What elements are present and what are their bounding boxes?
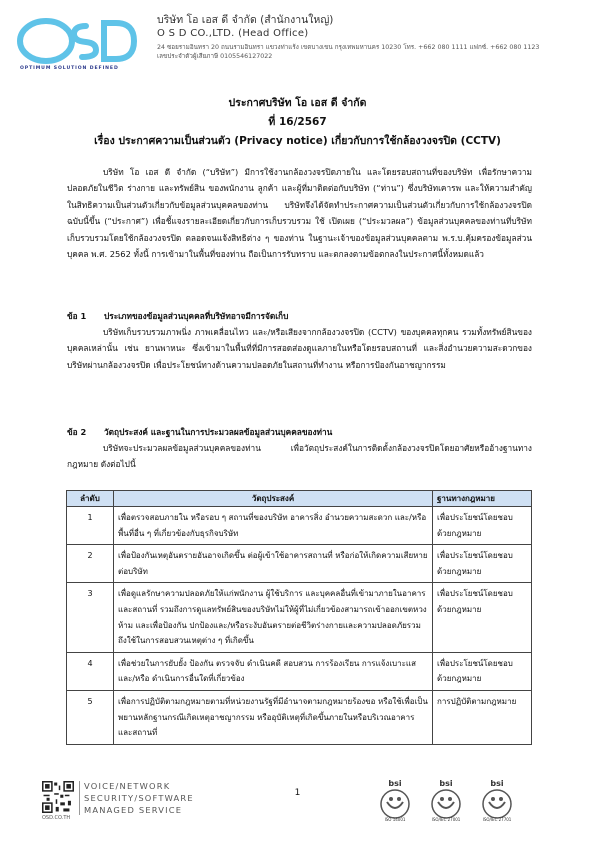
header-legal-basis: ฐานทางกฎหมาย — [433, 491, 532, 507]
section-2-number: ข้อ 2 — [67, 427, 87, 437]
cert-standard: ISO/IEC 27001 — [431, 817, 461, 822]
row-number: 2 — [67, 545, 114, 583]
table-row — [67, 690, 532, 744]
section-2-body — [67, 440, 532, 473]
cert-brand: bsi — [439, 779, 453, 788]
row-purpose: เพื่อการปฏิบัติตามกฎหมายตามที่หน่วยงานรัฐที่มีอำนาจตามกฎหมายร้องขอ หรือใช้เพื่อเป็นพยานหลักฐานกรณีเกิดเหตุอาชญากรรม หรืออุบัติเหตุที่เกิดขึ้นภายในหรือบริเวณอาคารและสถานที่ — [114, 690, 433, 744]
cert-standard: ISO 14001 — [384, 817, 406, 822]
company-info — [157, 13, 587, 61]
section-1-title: ประเภทของข้อมูลส่วนบุคคลที่บริษัทอาจมีการจัดเก็บ — [104, 311, 289, 321]
table-row — [67, 507, 532, 545]
row-purpose: เพื่อดูแลรักษาความปลอดภัยให้แก่พนักงาน ผู้ใช้บริการ และบุคคลอื่นที่เข้ามาภายในอาคารและสถานที่ รวมถึงการดูแลทรัพย์สินของบริษัทไม่ให้ผู้ที่ไม่เกี่ยวข้องสามารถเข้าออกเขตหวงห้าม และเพื่อป้องกัน ปกป้องและ/หรือระงับอันตรายต่อชีวิตร่างกายและความปลอดภัยรวมถึงใช้ในการสอบสวนเหตุต่าง ๆ ที่เกิดขึ้น — [114, 583, 433, 652]
cert-brand: bsi — [388, 779, 402, 788]
section-2-title: วัตถุประสงค์ และฐานในการประมวลผลข้อมูลส่วนบุคคลของท่าน — [104, 427, 333, 437]
row-purpose: เพื่อช่วยในการยับยั้ง ป้องกัน ตรวจจับ ดำเนินคดี สอบสวน การร้องเรียน การแจ้งเบาะแส และ/หรือ ดำเนินการอื่นใดที่เกี่ยวข้อง — [114, 652, 433, 690]
table-row — [67, 583, 532, 652]
announcement-number: ที่ 16/2567 — [268, 116, 327, 128]
row-purpose: เพื่อป้องกันเหตุอันตรายอันอาจเกิดขึ้น ต่อผู้เข้าใช้อาคารสถานที่ หรือก่อให้เกิดความเสียหายต่อบริษัท — [114, 545, 433, 583]
logo-tagline: OPTIMUM SOLUTION DEFINED — [20, 66, 119, 71]
intro-text: บริษัท โอ เอส ดี จำกัด (“บริษัท”) มีการใช้งานกล้องวงจรปิดภายใน และโดยรอบสถานที่ของบริษัท เพื่อรักษาความปลอดภัยในชีวิต ร่างกาย และทรัพย์สิน ของพนักงาน ลูกค้า และผู้ที่มาติดต่อกับบริษัท (“ท่าน”) ซึ่งบริษัทเคารพ และให้ความสำคัญในสิทธิความเป็นส่วนตัวเกี่ยวกับข้อมูลส่วนบุคคลของท่าน บริษัทจึงได้จัดทำประกาศความเป็นส่วนตัวเกี่ยวกับการใช้กล้องวงจรปิดฉบับนี้ขึ้น (“ประกาศ”) เพื่อชี้แจงรายละเอียดเกี่ยวกับการเก็บรวบรวม ใช้ เปิดเผย (“ประมวลผล”) ข้อมูลส่วนบุคคลของท่านที่บริษัทเก็บรวบรวมโดยใช้กล้องวงจรปิด ตลอดจนแจ้งสิทธิต่าง ๆ ของท่าน ในฐานะเจ้าของข้อมูลส่วนบุคคลตาม พ.ร.บ.คุ้มครองข้อมูลส่วนบุคคล พ.ศ. 2562 ทั้งนี้ การเข้ามาในพื้นที่ของท่าน ถือเป็นการรับทราบ และตกลงตามข้อตกลงในประกาศนี้ทั้งหมดแล้ว — [67, 167, 532, 260]
website-url: OSD.CO.TH — [42, 815, 71, 821]
bsi-certification-badge-27001 — [425, 778, 467, 822]
company-tax-id: เลขประจำตัวผู้เสียภาษี 0105546127022 — [157, 53, 273, 60]
row-number: 5 — [67, 690, 114, 744]
announcement-title: ประกาศบริษัท โอ เอส ดี จำกัด — [228, 97, 367, 109]
service-voice-network: VOICE/NETWORK — [84, 781, 171, 791]
table-row — [67, 545, 532, 583]
company-name-english: O S D CO.,LTD. (Head Office) — [157, 28, 309, 39]
service-managed: MANAGED SERVICE — [84, 805, 183, 815]
section-1-heading — [67, 308, 532, 324]
section-1-number: ข้อ 1 — [67, 311, 87, 321]
section-1-body — [67, 324, 532, 373]
section-2-heading — [67, 424, 532, 440]
bsi-certification-badge-14001 — [374, 778, 416, 822]
announcement-subject: เรื่อง ประกาศความเป็นส่วนตัว (Privacy notice) เกี่ยวกับการใช้กล้องวงจรปิด (CCTV) — [94, 135, 501, 147]
purpose-table — [66, 490, 532, 745]
row-number: 1 — [67, 507, 114, 545]
intro-paragraph — [67, 164, 532, 262]
table-header-row — [67, 491, 532, 507]
row-purpose: เพื่อตรวจสอบภายใน หรือรอบ ๆ สถานที่ของบริษัท อาคารสิ่ง อำนวยความสะดวก และ/หรือพื้นที่อื่น ๆ ที่เกี่ยวข้องกับธุรกิจบริษัท — [114, 507, 433, 545]
section-1-text: บริษัทเก็บรวบรวมภาพนิ่ง ภาพเคลื่อนไหว และ/หรือเสียงจากกล้องวงจรปิด (CCTV) ของบุคคลทุกคน รวมทั้งทรัพย์สินของบุคคลเหล่านั้น เช่น ยานพาหนะ ซึ่งเข้ามาในพื้นที่ที่มีการสอดส่องดูแลภายในหรือโดยรอบสถานที่ และสิ่งอำนวยความสะดวกของบริษัทผ่านกล้องวงจรปิด เพื่อประโยชน์ทางด้านความปลอดภัยในสถานที่ทำงาน หรือการป้องกันอาชญากรรม — [67, 327, 532, 370]
qr-code-icon — [42, 781, 74, 813]
page-number: 1 — [294, 788, 301, 798]
footer-divider — [79, 781, 80, 815]
row-legal-basis: เพื่อประโยชน์โดยชอบด้วยกฎหมาย — [433, 507, 532, 545]
row-number: 4 — [67, 652, 114, 690]
section-2-text: บริษัทจะประมวลผลข้อมูลส่วนบุคคลของท่าน เพื่อวัตถุประสงค์ในการติดตั้งกล้องวงจรปิดโดยอาศัยหรืออ้างฐานทางกฎหมาย ดังต่อไปนี้ — [67, 443, 532, 470]
row-legal-basis: เพื่อประโยชน์โดยชอบด้วยกฎหมาย — [433, 652, 532, 690]
osd-logo — [16, 16, 138, 66]
row-number: 3 — [67, 583, 114, 652]
row-legal-basis: เพื่อประโยชน์โดยชอบด้วยกฎหมาย — [433, 545, 532, 583]
cert-brand: bsi — [490, 779, 504, 788]
bsi-certification-badge-27701 — [476, 778, 518, 822]
company-name-thai: บริษัท โอ เอส ดี จำกัด (สำนักงานใหญ่) — [157, 14, 334, 26]
cert-standard: ISO/IEC 27701 — [482, 817, 512, 822]
service-security-software: SECURITY/SOFTWARE — [84, 793, 194, 803]
services-list — [84, 780, 194, 816]
row-legal-basis: เพื่อประโยชน์โดยชอบด้วยกฎหมาย — [433, 583, 532, 652]
row-legal-basis: การปฏิบัติตามกฎหมาย — [433, 690, 532, 744]
header-order: ลำดับ — [67, 491, 114, 507]
header-purpose: วัตถุประสงค์ — [114, 491, 433, 507]
table-row — [67, 652, 532, 690]
company-address: 24 ซอยรามอินทรา 20 ถนนรามอินทรา แขวงท่าแร้ง เขตบางเขน กรุงเทพมหานคร 10230 โทร. +662 080 1111 แฟกซ์. +662 080 1123 — [157, 44, 540, 51]
